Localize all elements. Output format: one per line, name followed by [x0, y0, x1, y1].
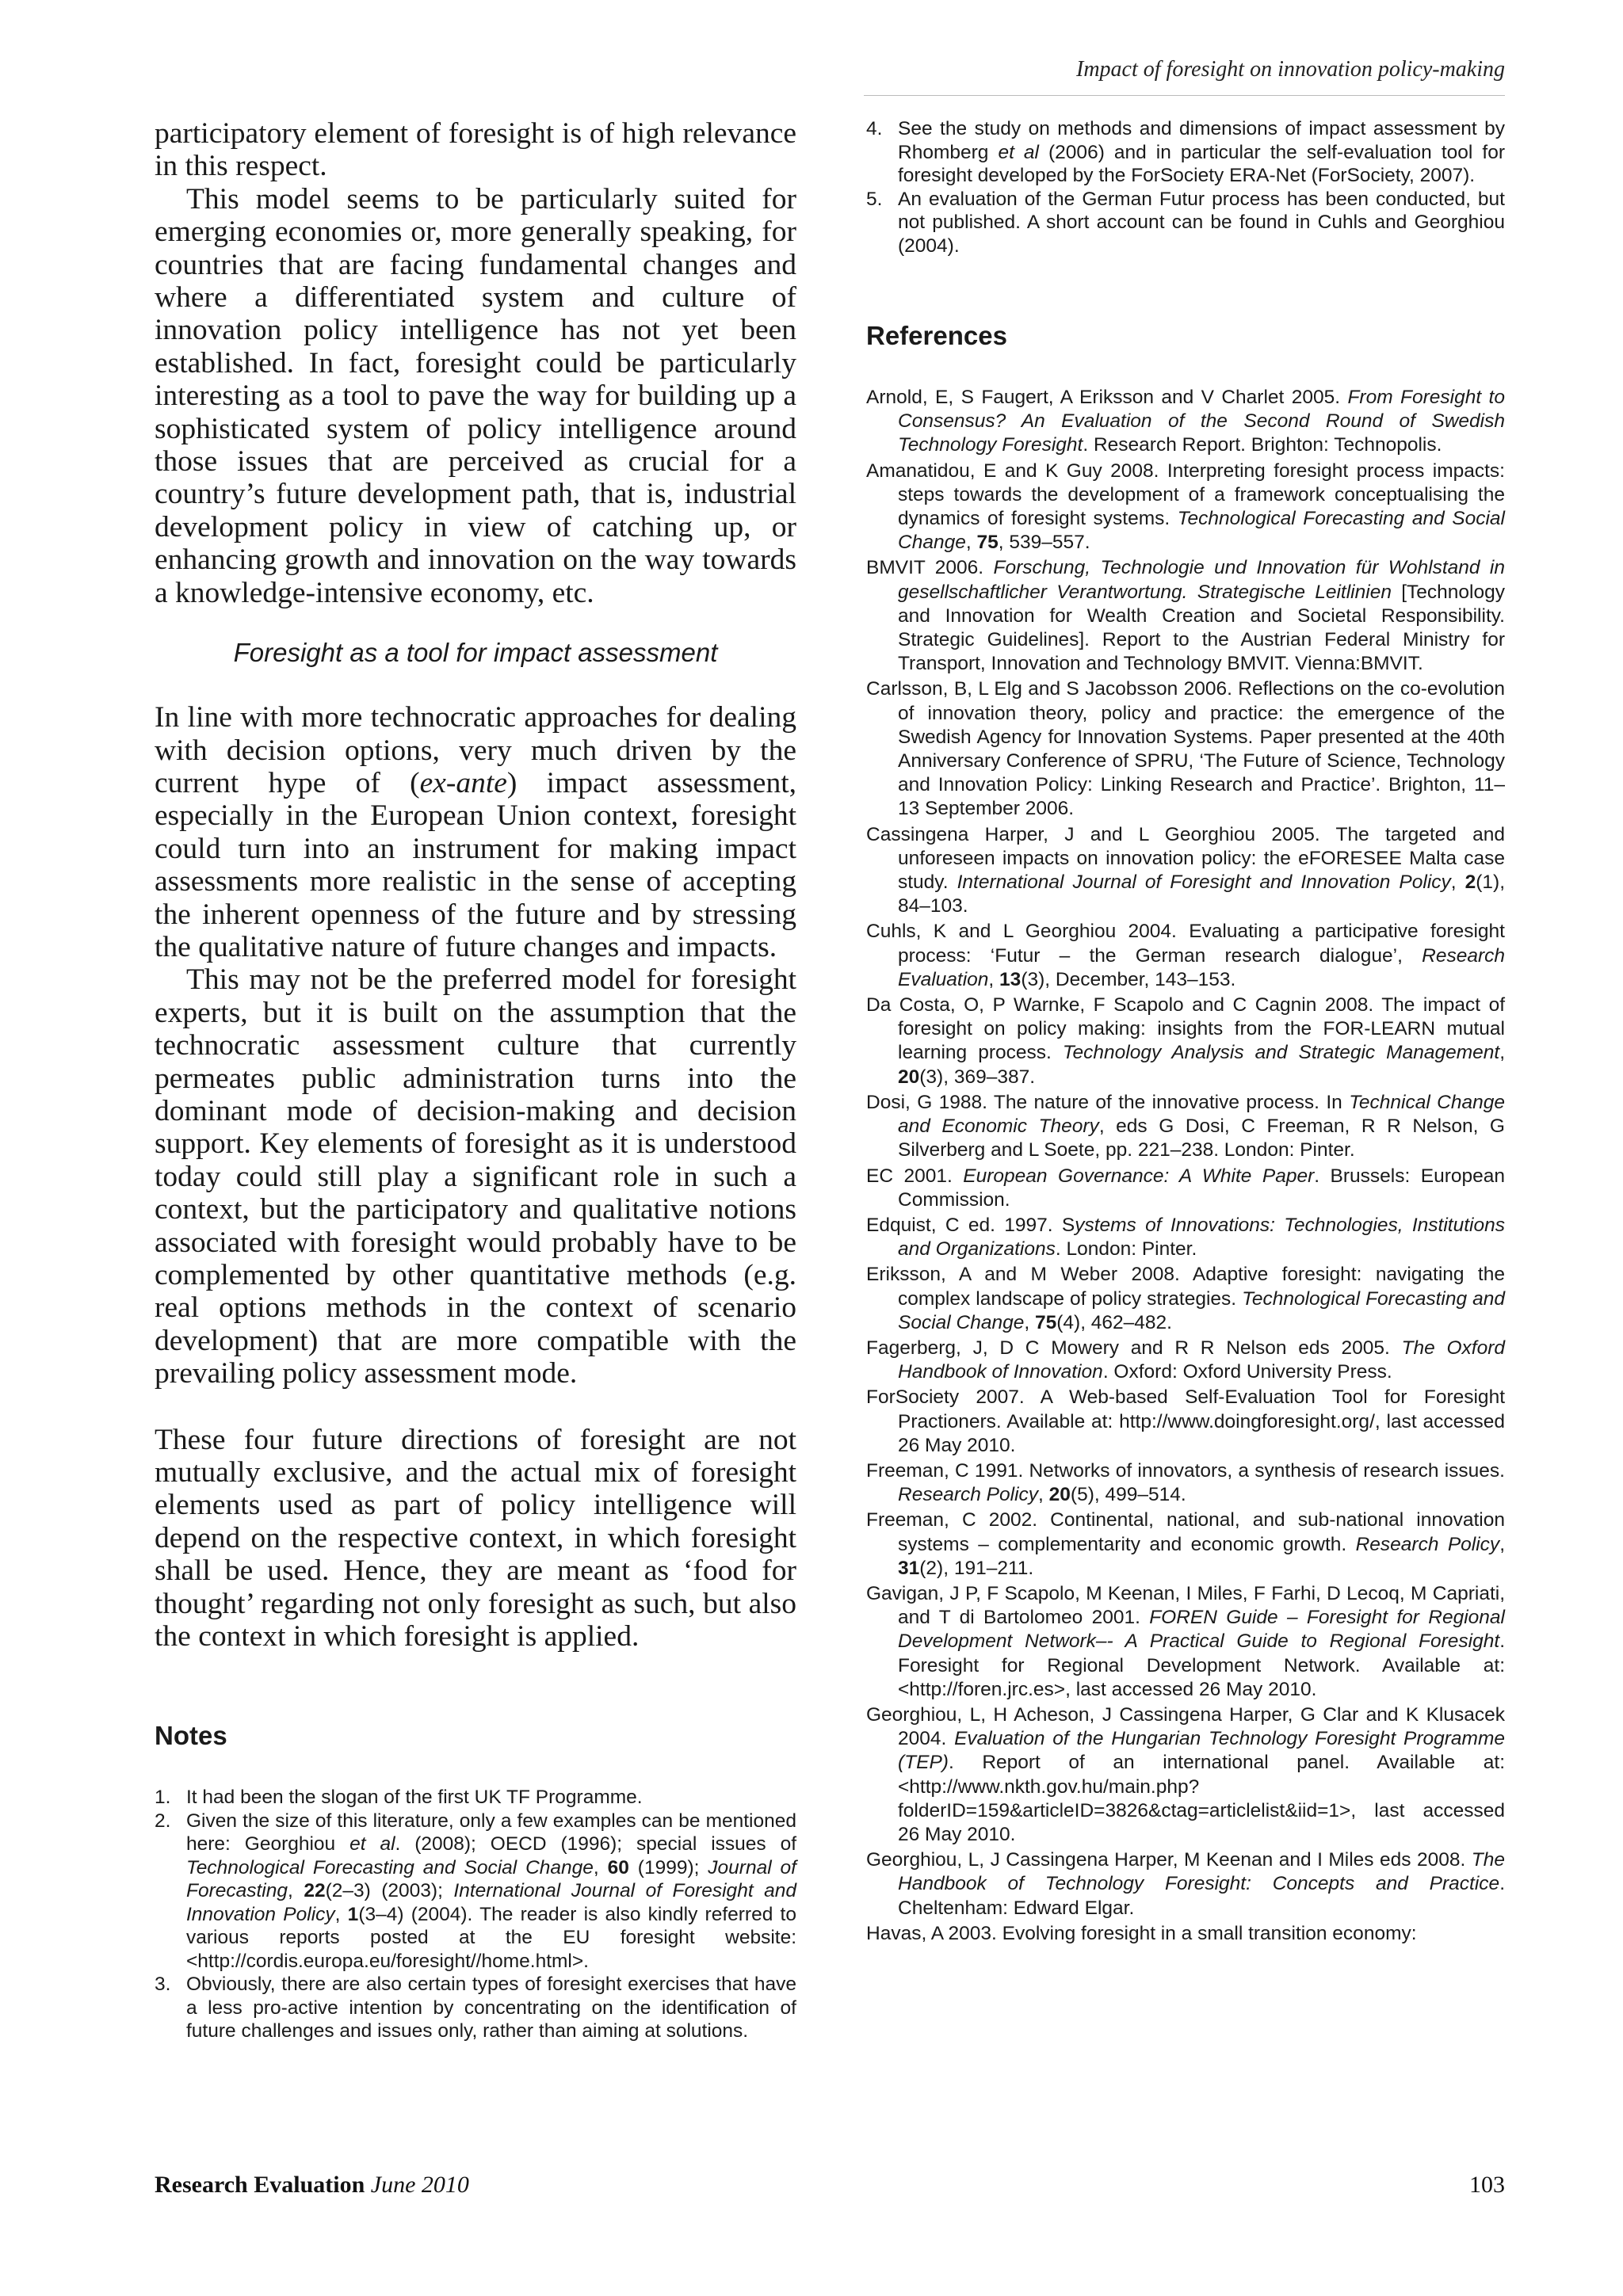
bold-text: 13	[999, 968, 1022, 990]
text-run: Da Costa, O, P Warnke, F Scapolo and C Cagnin 2008. The impact of foresight on policy making: insights from the FOR-LEARN mutual learning process.	[866, 994, 1505, 1064]
reference-item	[866, 1703, 1505, 1847]
references-list	[866, 386, 1505, 1946]
body-paragraph	[155, 963, 796, 1390]
reference-item	[866, 460, 1505, 555]
body-paragraph	[155, 701, 796, 963]
italic-text: Journal of Forecasting	[186, 1856, 796, 1902]
text-run: (2006) and in particular the self-evaluation tool for foresight developed by the ForSociety ERA-Net (ForSociety, 2007).	[898, 141, 1505, 186]
text-run: It had been the slogan of the first UK TF Programme.	[186, 1787, 643, 1809]
reference-item	[866, 1848, 1505, 1920]
notes-list-left	[155, 1786, 796, 2043]
italic-text: Research Policy	[1355, 1533, 1500, 1555]
note-number: 4.	[866, 118, 883, 139]
text-run: . Foresight for Regional Development Network. Available at: <http://foren.jrc.es>, last accessed 26 May 2010.	[898, 1630, 1505, 1700]
text-run: This may not be the preferred model for foresight experts, but it is built on the assumption that the technocratic assessment culture that currently permeates public administration turns into the dominant mode of decision-making and decision support. Key elements of foresight as it is understood today could still play a significant role in such a context, but the participatory and qualitative notions associated with foresight would probably have to be complemented by other quantitative methods (e.g. real options methods in the context of scenario development) that are more compatible with the prevailing policy assessment mode.	[155, 963, 796, 1390]
text-run: ,	[288, 1880, 304, 1902]
reference-item	[866, 1386, 1505, 1458]
text-run: Dosi, G 1988. The nature of the innovative process. In	[866, 1091, 1350, 1113]
text-run: EC 2001.	[866, 1165, 964, 1187]
text-run: Gavigan, J P, F Scapolo, M Keenan, I Miles, F Farhi, D Lecoq, M Capriati, and T di Bartolomeo 2001.	[866, 1582, 1505, 1629]
italic-text: Technological Forecasting and Social Change	[898, 508, 1505, 554]
text-run: These four future directions of foresight are not mutually exclusive, and the actual mix of foresight elements used as part of policy intelligence will depend on the respective context, in which foresight shall be used. Hence, they are meant as ‘food for thought’ regarding not only foresight as such, but also the context in which foresight is applied.	[155, 1423, 796, 1653]
italic-text: ex-ante	[419, 766, 507, 799]
note-number: 5.	[866, 188, 883, 210]
italic-text: The Handbook of Technology Foresight: Concepts and Practice	[898, 1849, 1505, 1895]
text-run: (1999);	[628, 1856, 708, 1878]
text-run: This model seems to be particularly suited for emerging economies or, more generally speaking, for countries that are facing fundamental changes and where a differentiated system and culture of innovation policy intelligence has not yet been established. In fact, foresight could be particularly interesting as a tool to pave the way for building up a sophisticated system of policy intelligence around those issues that are perceived as crucial for a country’s future development path, that is, industrial development policy in view of catching up, or enhancing growth and innovation on the way towards a knowledge-intensive economy, etc.	[155, 182, 796, 609]
italic-text: Research Evaluation	[898, 944, 1505, 990]
bold-text: 20	[898, 1066, 920, 1088]
reference-item	[866, 556, 1505, 676]
bold-text: 75	[976, 532, 999, 554]
italic-text: ystems of Innovations: Technologies, Institutions and Organizations	[898, 1214, 1505, 1261]
right-column	[866, 117, 1505, 1947]
body-paragraphs-top	[155, 117, 796, 609]
text-run: . Brussels: European Commission.	[898, 1165, 1505, 1211]
note-number: 3.	[155, 1974, 171, 1996]
footer-issue-date: June 2010	[370, 2172, 469, 2198]
body-paragraphs-mid	[155, 701, 796, 1390]
text-run: Carlsson, B, L Elg and S Jacobsson 2006. Reflections on the co-evolution of innovation theory, policy and practice: the emergence of the Swedish Agency for Innovation Systems. Paper presented at the 40th Anniversary Conference of SPRU, ‘The Future of Science, Technology and Innovation Policy: Linking Research and Practice’. Brighton, 11–13 September 2006.	[866, 678, 1505, 820]
text-run: Obviously, there are also certain types of foresight exercises that have a less pro-active intention by concentrating on the identification of future challenges and issues only, rather than aiming at solutions.	[186, 1974, 796, 2042]
text-run: ,	[1499, 1533, 1505, 1555]
text-run: Havas, A 2003. Evolving foresight in a small transition economy:	[866, 1922, 1417, 1944]
reference-item	[866, 1091, 1505, 1163]
reference-item	[866, 1337, 1505, 1384]
note-item	[866, 188, 1505, 258]
reference-item	[866, 1922, 1505, 1946]
italic-text: International Journal of Foresight and Innovation Policy	[957, 871, 1451, 894]
italic-text: The Oxford Handbook of Innovation	[898, 1337, 1505, 1383]
body-paragraph	[155, 117, 796, 183]
text-run: ,	[334, 1903, 348, 1925]
text-run: ForSociety 2007. A Web-based Self-Evaluation Tool for Foresight Practioners. Available at: http://www.doingforesight.org/, last accessed 26 May 2010.	[866, 1386, 1505, 1456]
text-run: Cuhls, K and L Georghiou 2004. Evaluating a participative foresight process: ‘Futur – the German research dialogue’,	[866, 921, 1505, 967]
text-run: (5), 499–514.	[1070, 1484, 1186, 1506]
text-run: ,	[1450, 871, 1465, 894]
italic-text: European Governance: A White Paper	[963, 1165, 1315, 1187]
text-run: Georghiou, L, H Acheson, J Cassingena Harper, G Clar and K Klusacek 2004.	[866, 1703, 1505, 1750]
text-run: In line with more technocratic approaches for dealing with decision options, very much driven by the current hype of (	[155, 701, 796, 799]
text-run: [Technology and Innovation for Wealth Creation and Societal Responsibility. Strategic Guidelines]. Report to the Austrian Federal Ministry for Transport, Innovation and Technology BMVIT. Vienna:BMVIT.	[898, 581, 1506, 675]
reference-item	[866, 1508, 1505, 1581]
text-run: (1), 84–103.	[898, 871, 1505, 917]
text-run: Given the size of this literature, only a few examples can be mentioned here: Georghiou	[186, 1810, 796, 1855]
italic-text: Technological Forecasting and Social Change	[186, 1856, 594, 1878]
text-run: . Report of an international panel. Available at: <http://www.nkth.gov.hu/main.php?folderID=159&articleID=3826&ctag=articlelist&iid=1>, last accessed 26 May 2010.	[898, 1752, 1505, 1845]
text-run: Amanatidou, E and K Guy 2008. Interpreting foresight process impacts: steps towards the development of a framework conceptualising the dynamics of foresight systems.	[866, 460, 1505, 530]
bold-text: 1	[347, 1903, 359, 1925]
text-run: ,	[988, 968, 1000, 990]
italic-text: Research Policy	[898, 1484, 1039, 1506]
italic-text: Technology Analysis and Strategic Management	[1062, 1042, 1500, 1064]
bold-text: 75	[1034, 1311, 1057, 1333]
body-paragraph	[155, 183, 796, 609]
text-run: participatory element of foresight is of high relevance in this respect.	[155, 117, 796, 183]
reference-item	[866, 1582, 1505, 1702]
text-run: ) impact assessment, especially in the European Union context, foresight could turn into an instrument for making impact assessments more realistic in the sense of accepting the inherent openness of the future and by stressing the qualitative nature of future changes and impacts.	[155, 766, 796, 963]
bold-text: 20	[1048, 1484, 1071, 1506]
note-item	[866, 117, 1505, 188]
closing-paragraph	[155, 1424, 796, 1653]
left-column	[155, 117, 796, 2043]
text-run: . London: Pinter.	[1055, 1238, 1197, 1261]
footer-page-number: 103	[1469, 2172, 1505, 2198]
text-run: BMVIT 2006.	[866, 557, 994, 579]
note-number: 2.	[155, 1810, 171, 1832]
text-run: (4), 462–482.	[1056, 1311, 1172, 1333]
text-run: Freeman, C 2002. Continental, national, and sub-national innovation systems – complementarity and economic growth.	[866, 1509, 1505, 1555]
italic-text: et al	[998, 141, 1039, 163]
text-run: Georghiou, L, J Cassingena Harper, M Keenan and I Miles eds 2008.	[866, 1849, 1472, 1871]
bold-text: 2	[1465, 871, 1476, 894]
notes-list-right	[866, 117, 1505, 257]
references-heading: References	[866, 321, 1007, 350]
text-run: (3–4) (2004). The reader is also kindly referred to various reports posted at the EU foresight website: <http://cordis.europa.eu/foresight//home.html>.	[186, 1903, 796, 1972]
text-run: Cassingena Harper, J and L Georghiou 2005. The targeted and unforeseen impacts on innovation policy: the eFORESEE Malta case study.	[866, 823, 1505, 894]
text-run: (3), December, 143–153.	[1021, 968, 1236, 990]
text-run: . Research Report. Brighton: Technopolis.	[1083, 434, 1442, 456]
text-run: , 539–557.	[998, 532, 1090, 554]
notes-heading: Notes	[155, 1721, 227, 1751]
bold-text: 31	[898, 1557, 920, 1579]
text-run: ,	[593, 1856, 608, 1878]
reference-item	[866, 1263, 1505, 1335]
italic-text: Technical Change and Economic Theory	[898, 1091, 1506, 1138]
text-run: An evaluation of the German Futur process has been conducted, but not published. A short account can be found in Cuhls and Georghiou (2004).	[898, 188, 1505, 257]
header-rule	[864, 95, 1505, 96]
reference-item	[866, 1165, 1505, 1212]
bold-text: 22	[304, 1880, 326, 1902]
running-head: Impact of foresight on innovation policy-making	[1076, 57, 1505, 82]
footer-journal	[155, 2172, 469, 2199]
text-run: . Oxford: Oxford University Press.	[1102, 1361, 1392, 1383]
text-run: ,	[1499, 1042, 1505, 1064]
note-item	[155, 1973, 796, 2043]
reference-item	[866, 677, 1505, 821]
text-run: , eds G Dosi, C Freeman, R R Nelson, G Silverberg and L Soete, pp. 221–238. London: Pinter.	[898, 1116, 1505, 1161]
reference-item	[866, 823, 1505, 919]
italic-text: et al	[349, 1833, 395, 1855]
bold-text: 60	[607, 1856, 629, 1878]
text-run: (3), 369–387.	[919, 1066, 1036, 1088]
text-run: See the study on methods and dimensions of impact assessment by Rhomberg	[898, 118, 1505, 163]
italic-text: From Foresight to Consensus? An Evaluation of the Second Round of Swedish Technology Foresight	[898, 387, 1505, 456]
text-run: Fagerberg, J, D C Mowery and R R Nelson eds 2005.	[866, 1337, 1402, 1359]
italic-text: FOREN Guide – Foresight for Regional Development Network–- A Practical Guide to Regional Foresight	[898, 1607, 1505, 1653]
text-run: Edquist, C ed. 1997. S	[866, 1214, 1075, 1236]
italic-text: International Journal of Foresight and Innovation Policy	[186, 1880, 796, 1925]
text-run: (2), 191–211.	[919, 1557, 1034, 1579]
text-run: ,	[1038, 1484, 1049, 1506]
italic-text: Technological Forecasting and Social Change	[898, 1287, 1505, 1333]
text-run: (2–3) (2003);	[325, 1880, 454, 1902]
text-run: Arnold, E, S Faugert, A Eriksson and V Charlet 2005.	[866, 387, 1348, 408]
reference-item	[866, 994, 1505, 1089]
footer-journal-name: Research Evaluation	[155, 2172, 365, 2198]
reference-item	[866, 1459, 1505, 1507]
reference-item	[866, 1214, 1505, 1261]
text-run: ,	[1024, 1311, 1035, 1333]
note-number: 1.	[155, 1787, 171, 1809]
reference-item	[866, 386, 1505, 458]
text-run: . Cheltenham: Edward Elgar.	[898, 1873, 1505, 1919]
italic-text: Forschung, Technologie und Innovation für Wohlstand in gesellschaftlicher Verantwortung. Strategische Leitlinien	[898, 557, 1505, 603]
italic-text: Evaluation of the Hungarian Technology Foresight Programme (TEP)	[898, 1728, 1505, 1774]
text-run: ,	[965, 532, 977, 554]
note-item	[155, 1786, 796, 1810]
text-run: . (2008); OECD (1996); special issues of	[395, 1833, 796, 1855]
note-item	[155, 1810, 796, 1974]
reference-item	[866, 920, 1505, 992]
subheading-impact-assessment: Foresight as a tool for impact assessment	[233, 638, 718, 668]
text-run: Eriksson, A and M Weber 2008. Adaptive foresight: navigating the complex landscape of policy strategies.	[866, 1264, 1505, 1310]
text-run: Freeman, C 1991. Networks of innovators, a synthesis of research issues.	[866, 1459, 1505, 1482]
